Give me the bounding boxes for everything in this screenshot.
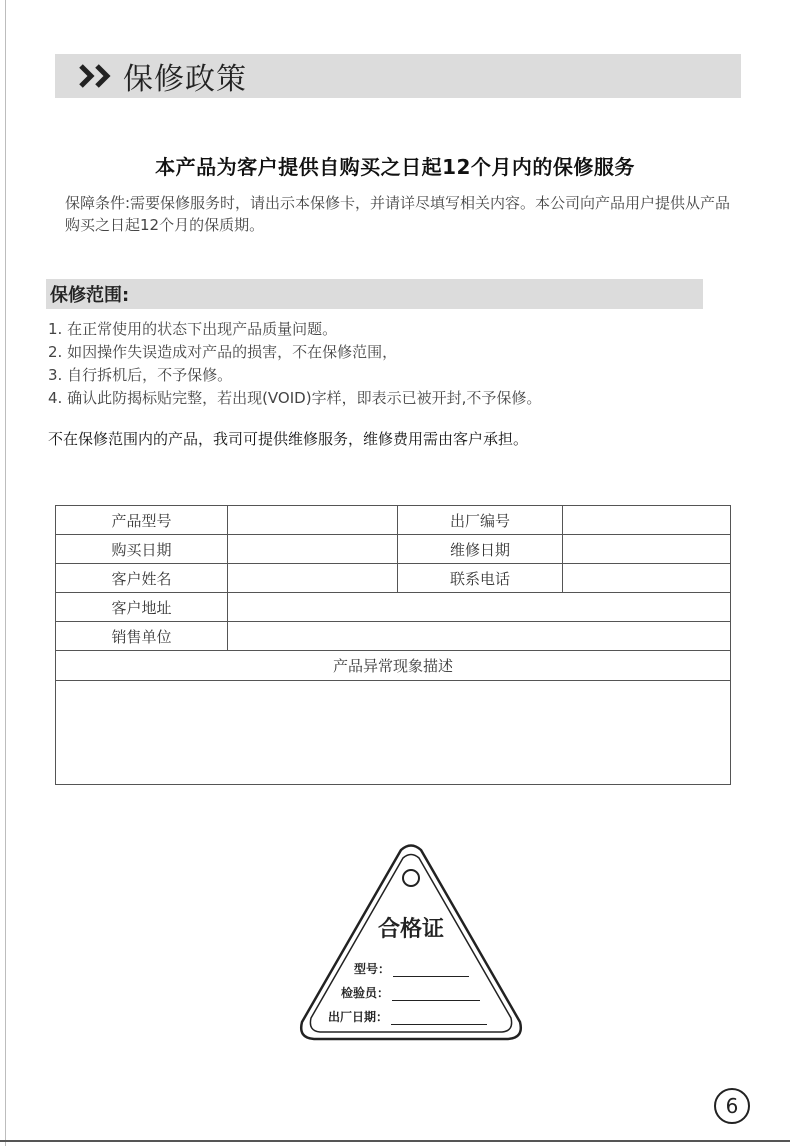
table-row: [56, 535, 731, 564]
certificate-inspector-row: [341, 984, 480, 1001]
contact-phone-label: 联系电话: [398, 564, 563, 593]
purchase-date-field[interactable]: [228, 535, 398, 564]
warranty-form-table: [55, 505, 731, 785]
certificate-model-row: [354, 960, 469, 977]
hang-hole-icon: [403, 870, 419, 886]
factory-number-label: 出厂编号: [398, 506, 563, 535]
customer-address-label: 客户地址: [56, 593, 228, 622]
scope-item: 1. 在正常使用的状态下出现产品质量问题。: [48, 320, 338, 338]
repair-date-field[interactable]: [563, 535, 731, 564]
page-title-bar: [55, 54, 741, 98]
repair-service-note: 不在保修范围内的产品，我司可提供维修服务，维修费用需由客户承担。: [48, 430, 529, 448]
page-title: 保修政策: [123, 62, 247, 97]
repair-date-label: 维修日期: [398, 535, 563, 564]
double-chevron-icon: [77, 63, 119, 89]
certificate-date-label: 出厂日期：: [328, 1010, 389, 1024]
certificate-title: 合格证: [377, 917, 444, 942]
table-row: [56, 622, 731, 651]
certificate-model-label: 型号：: [354, 962, 391, 976]
scope-item: 4. 确认此防揭标贴完整，若出现(VOID)字样，即表示已被开封,不予保修。: [48, 389, 542, 407]
table-row: [56, 681, 731, 785]
contact-phone-field[interactable]: [563, 564, 731, 593]
scope-section-title: 保修范围:: [50, 285, 130, 306]
scope-item: 2. 如因操作失误造成对产品的损害，不在保修范围，: [48, 343, 398, 361]
factory-number-field[interactable]: [563, 506, 731, 535]
table-row: [56, 506, 731, 535]
warranty-headline: 本产品为客户提供自购买之日起12个月内的保修服务: [155, 155, 635, 179]
fault-description-label: 产品异常现象描述: [56, 651, 731, 681]
customer-name-field[interactable]: [228, 564, 398, 593]
bottom-rule: [0, 1140, 790, 1142]
certificate-date-row: [328, 1008, 487, 1025]
purchase-date-label: 购买日期: [56, 535, 228, 564]
certificate-date-line: [391, 1012, 487, 1025]
table-row: [56, 593, 731, 622]
certificate-model-line: [393, 964, 469, 977]
scope-list: [48, 318, 748, 410]
scope-section-bar: [46, 279, 703, 309]
sales-unit-field[interactable]: [228, 622, 731, 651]
sales-unit-label: 销售单位: [56, 622, 228, 651]
customer-name-label: 客户姓名: [56, 564, 228, 593]
product-model-field[interactable]: [228, 506, 398, 535]
warranty-conditions: 保障条件:需要保修服务时，请出示本保修卡，并请详尽填写相关内容。本公司向产品用户提供从产品购买之日起12个月的保质期。: [65, 194, 731, 234]
product-model-label: 产品型号: [56, 506, 228, 535]
table-row: [56, 651, 731, 681]
page-number: 6: [714, 1088, 750, 1124]
fault-description-field[interactable]: [56, 681, 731, 785]
certificate-tag: [298, 842, 524, 1042]
certificate-inspector-line: [392, 988, 480, 1001]
scope-item: 3. 自行拆机后，不予保修。: [48, 366, 233, 384]
certificate-inspector-label: 检验员：: [341, 986, 390, 1000]
table-row: [56, 564, 731, 593]
customer-address-field[interactable]: [228, 593, 731, 622]
